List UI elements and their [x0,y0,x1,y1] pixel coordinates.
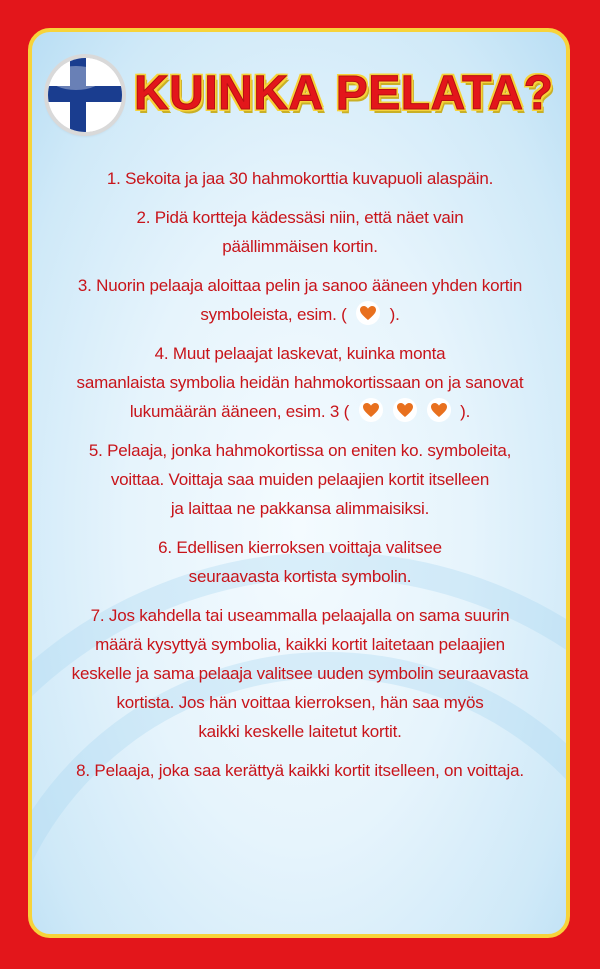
rule-line: päällimmäisen kortin. [222,237,378,256]
rule-symbol-line [40,397,560,426]
heart-icon [356,301,380,325]
rule-item [40,164,560,193]
rule-line: 3. Nuorin pelaaja aloittaa pelin ja sanoo ääneen yhden kortin [77,276,523,295]
rule-text: lukumäärän ääneen, esim. 3 ( [129,402,354,421]
rule-line: ja laittaa ne pakkansa alimmaisiksi. [170,499,430,518]
rule-line: keskelle ja sama pelaaja valitsee uuden symbolin seuraavasta [71,664,529,683]
rule-text: ). [455,402,471,421]
rule-item [40,756,560,785]
rule-item [40,203,560,261]
rule-line: määrä kysyttyä symbolia, kaikki kortit laitetaan pelaajien [95,635,505,654]
heart-icon [359,398,383,422]
heart-icon [393,398,417,422]
rule-line: kortista. Jos hän voittaa kierroksen, hän saa myös [116,693,484,712]
rule-text: ). [385,305,400,324]
heart-icon [427,398,451,422]
rule-text: symboleista, esim. ( [200,305,352,324]
finland-flag-icon [48,58,122,132]
rule-line: seuraavasta kortista symbolin. [188,567,412,586]
rule-line: 6. Edellisen kierroksen voittaja valitsee [158,538,442,557]
rule-line: 1. Sekoita ja jaa 30 hahmokorttia kuvapuoli alaspäin. [106,169,494,188]
rule-item [40,339,560,426]
rule-symbol-line [40,300,560,329]
rule-line: samanlaista symbolia heidän hahmokortissaan on ja sanovat [76,373,524,392]
page-title: KUINKA PELATA? [134,67,554,120]
rule-line: voittaa. Voittaja saa muiden pelaajien kortit itselleen [110,470,490,489]
rules-list [40,164,560,795]
rule-line: 8. Pelaaja, joka saa kerättyä kaikki kortit itselleen, on voittaja. [76,761,524,780]
rule-line: 5. Pelaaja, jonka hahmokortissa on eniten ko. symboleita, [88,441,512,460]
rule-line: kaikki keskelle laitetut kortit. [198,722,402,741]
rule-line: 4. Muut pelaajat laskevat, kuinka monta [154,344,446,363]
rule-line: 7. Jos kahdella tai useammalla pelaajalla on sama suurin [90,606,510,625]
rule-item [40,533,560,591]
rule-item [40,271,560,329]
rule-line: 2. Pidä kortteja kädessäsi niin, että näet vain [136,208,464,227]
rule-item [40,601,560,746]
title-row [48,58,568,138]
rule-item [40,436,560,523]
